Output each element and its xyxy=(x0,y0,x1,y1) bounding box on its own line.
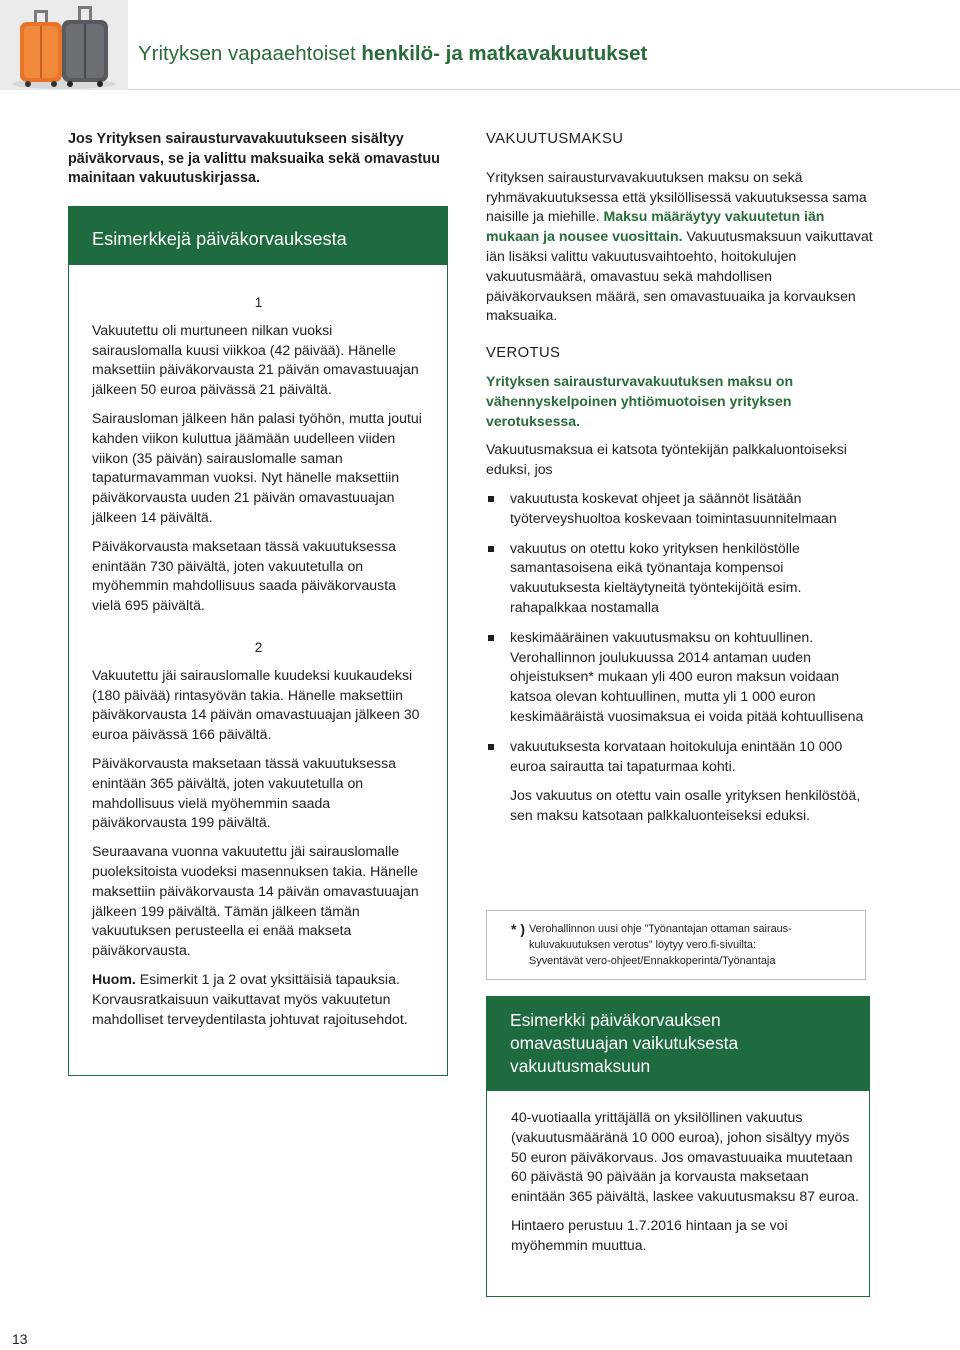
footnote-line-3: Syventävät vero-ohjeet/Ennakkoperintä/Työnantaja xyxy=(529,955,776,968)
example-1-paragraph-1: Vakuutettu oli murtuneen nilkan vuoksi sairauslomalla kuusi viikkoa (42 päivää). Hänelle maksettiin päiväkorvausta 21 päivän omavastuuajan jälkeen 50 euroa päivässä 21 päivältä. xyxy=(92,321,419,398)
taxation-subtitle: Yrityksen sairausturvavakuutuksen maksu on vähennyskelpoinen yhtiömuotoisen yrityksen verotuksessa. xyxy=(486,372,794,429)
taxation-bullet-list xyxy=(486,489,874,776)
premium-text-2: Vakuutusmaksuun vaikuttavat iän lisäksi valittu vakuutusvaihtoehto, hoitokulujen vakuutusmäärä, omavastuu sekä mahdollisen päiväkorvauksen määrä, sen omavastuuaika ja korvauksen maksuaika. xyxy=(486,228,873,324)
footnote-line-2: kuluvakuutuksen verotus” löytyy vero.fi-sivuilta: xyxy=(529,939,756,952)
header-suitcase-image xyxy=(0,0,128,90)
premium-text-1: Yrityksen sairausturvavakuutuksen maksu on sekä ryhmävakuutuksessa että yksilöllisessä vakuutuksessa sama naisille ja miehille. xyxy=(486,168,867,225)
taxation-intro: Vakuutusmaksua ei katsota työntekijän palkkaluontoiseksi eduksi, jos xyxy=(486,441,847,478)
example-2-number: 2 xyxy=(254,639,263,655)
footnote-text xyxy=(529,921,792,970)
page-header-title xyxy=(138,42,647,66)
example-note-label: Huom. xyxy=(92,970,136,987)
example-1-number: 1 xyxy=(254,295,263,310)
taxation-bullet: vakuutusta koskevat ohjeet ja säännöt lisätään työterveyshuoltoa koskevaan toimintasuunnitelmaan xyxy=(486,489,874,529)
example-1-paragraph-2: Sairausloman jälkeen hän palasi työhön, mutta joutui kahden viikon kuluttua jäämään uudelleen viiden viikon (35 päivän) sairauslomalle saman tapaturmavamman vuoksi. Nyt hänelle maksettiin päiväkorvausta uuden 21 päivän omavastuuajan jälkeen 14 päivältä. xyxy=(92,409,422,525)
taxation-bullet: vakuutus on otettu koko yrityksen henkilöstölle samantasoisena eikä työnantaja kompensoi vakuutuksesta kieltäytyneitä työntekijöitä esim. rahapalkkaa nostamalla xyxy=(486,539,874,618)
example-2-paragraph-1: Vakuutettu jäi sairauslomalle kuudeksi kuukaudeksi (180 päivää) rintasyövän takia. Hänelle maksettiin päiväkorvausta 14 päivän omavastuuajan jälkeen 30 euroa päivässä 166 päivältä. xyxy=(92,666,420,743)
examples-box xyxy=(68,206,448,1076)
premium-paragraph xyxy=(486,168,874,326)
header-title-regular: Yrityksen vapaaehtoiset xyxy=(138,42,356,65)
premium-example-title-line-3: vakuutusmaksuun xyxy=(510,1056,651,1076)
examples-box-title: Esimerkkejä päiväkorvauksesta xyxy=(69,207,447,265)
example-note xyxy=(92,970,425,1029)
example-1-paragraph-3: Päiväkorvausta maksetaan tässä vakuutuksessa enintään 730 päivältä, joten vakuutetulla on myöhemmin mahdollisuus saada päiväkorvausta vielä 695 päivältä. xyxy=(92,537,396,614)
example-note-text: Esimerkit 1 ja 2 ovat yksittäisiä tapauksia. Korvausratkaisuun vaikuttavat myös vakuutetun mahdolliset terveydentilasta johtuvat rajoitusehdot. xyxy=(92,970,408,1027)
premium-example-title-line-2: omavastuuajan vaikutuksesta xyxy=(510,1033,739,1053)
taxation-section-title: VEROTUS xyxy=(486,345,561,362)
premium-example-paragraph-1: 40-vuotiaalla yrittäjällä on yksilöllinen vakuutus (vakuutusmääränä 10 000 euroa), johon sisältyy myös 50 euron päiväkorvaus. Jos omavastuuaika muutetaan 60 päivästä 90 päivään ja korvausta maksetaan enintään 365 päivältä, laskee vakuutusmaksu 87 euroa. xyxy=(511,1109,859,1205)
footnote-line-1: Verohallinnon uusi ohje ”Työnantajan ottaman sairaus- xyxy=(529,923,792,935)
footnote-box xyxy=(486,910,866,980)
suitcase-icon xyxy=(0,0,128,90)
examples-box-body xyxy=(69,293,447,1029)
intro-text: Jos Yrityksen sairausturvavakuutukseen sisältyy päiväkorvaus, se ja valittu maksuaika sekä omavastuu mainitaan vakuutuskirjassa. xyxy=(68,131,440,186)
taxation-bullet: vakuutuksesta korvataan hoitokuluja enintään 10 000 euroa sairautta tai tapaturmaa kohti. xyxy=(486,737,874,777)
premium-section-title: VAKUUTUSMAKSU xyxy=(486,131,624,147)
premium-example-title xyxy=(486,996,870,1090)
example-2-paragraph-2: Päiväkorvausta maksetaan tässä vakuutuksessa enintään 365 päivältä, joten vakuutetulla on mahdollisuus vielä myöhemmin saada päiväkorvausta 199 päivältä. xyxy=(92,754,396,831)
example-2-paragraph-3: Seuraavana vuonna vakuutettu jäi sairauslomalle puoleksitoista vuodeksi masennuksen takia. Hänelle maksettiin päiväkorvausta 14 päivän omavastuuajan jälkeen 199 päivältä. Tämän jälkeen tämän vakuutuksen perusteella ei enää makseta päiväkorvausta. xyxy=(92,843,419,959)
premium-example-body xyxy=(486,1090,870,1297)
taxation-after-text: Jos vakuutus on otettu vain osalle yrityksen henkilöstöä, sen maksu katsotaan palkkaluonteiseksi eduksi. xyxy=(510,787,861,824)
page-number: 13 xyxy=(12,1331,28,1347)
header-title-bold: henkilö- ja matkavakuutukset xyxy=(361,42,648,65)
taxation-bullet: keskimääräinen vakuutusmaksu on kohtuullinen. Verohallinnon joulukuussa 2014 antaman uuden ohjeistuksen* mukaan yli 400 euron maksun voidaan katsoa olevan kohtuullinen, mutta yli 1 000 euron keskimääräistä vuosimaksua ei voida pitää kohtuullisena xyxy=(486,628,874,727)
premium-text-bold: Maksu määräytyy vakuutetun iän mukaan ja nousee vuosittain. xyxy=(486,208,825,245)
footnote-mark: * ) xyxy=(511,921,525,937)
premium-example-title-line-1: Esimerkki päiväkorvauksen xyxy=(510,1010,721,1030)
right-column xyxy=(486,130,874,835)
premium-example-paragraph-2: Hintaero perustuu 1.7.2016 hintaan ja se voi myöhemmin muuttua. xyxy=(511,1216,788,1253)
header-divider xyxy=(128,89,960,90)
